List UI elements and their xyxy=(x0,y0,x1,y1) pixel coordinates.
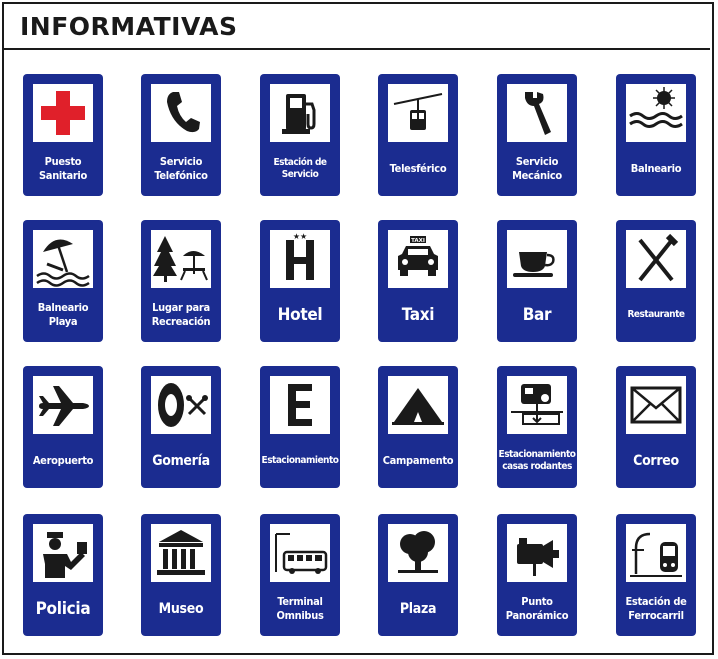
sign-label: Estación de Ferrocarril xyxy=(625,595,687,622)
sign-tree-table xyxy=(141,220,221,342)
sign-envelope xyxy=(616,366,696,488)
park-tree-icon xyxy=(388,524,448,582)
sign-label: Balneario Playa xyxy=(37,301,89,328)
sign-fuel-pump xyxy=(260,74,340,196)
sign-caravan xyxy=(497,366,577,488)
tent-icon xyxy=(388,376,448,434)
sign-hotel-h xyxy=(260,220,340,342)
sign-telephone xyxy=(141,74,221,196)
sign-label: Telesférico xyxy=(389,162,447,175)
wrench-icon xyxy=(507,84,567,142)
sign-parking-e xyxy=(260,366,340,488)
fork-knife-icon xyxy=(626,230,686,288)
sign-camera xyxy=(497,514,577,636)
sign-label: Campamento xyxy=(382,454,454,467)
sign-bus xyxy=(260,514,340,636)
header-bar xyxy=(2,2,710,50)
hotel-h-icon xyxy=(270,230,330,288)
sign-label: Punto Panorámico xyxy=(505,595,569,622)
sign-tire xyxy=(141,366,221,488)
chart-frame xyxy=(2,2,714,655)
sign-train xyxy=(616,514,696,636)
sign-label: Bar xyxy=(522,305,552,325)
tire-icon xyxy=(151,376,211,434)
taxi-icon xyxy=(388,230,448,288)
bus-icon xyxy=(270,524,330,582)
sign-label: Estacionamiento casas rodantes xyxy=(498,449,576,472)
sign-label: Lugar para Recreación xyxy=(151,301,211,328)
sign-label: Balneario xyxy=(630,162,682,175)
sign-airplane xyxy=(23,366,103,488)
airplane-icon xyxy=(33,376,93,434)
sign-label: Servicio Mecánico xyxy=(512,155,562,182)
beach-umbrella-icon xyxy=(33,230,93,288)
coffee-cup-icon xyxy=(507,230,567,288)
sign-wrench xyxy=(497,74,577,196)
sign-label: Gomería xyxy=(152,453,210,469)
sign-sun-waves xyxy=(616,74,696,196)
sign-museum xyxy=(141,514,221,636)
sign-coffee-cup xyxy=(497,220,577,342)
page-title: INFORMATIVAS xyxy=(20,12,238,41)
svg-text:TAXI: TAXI xyxy=(411,238,425,244)
sign-cable-car xyxy=(378,74,458,196)
sign-taxi xyxy=(378,220,458,342)
red-cross-icon xyxy=(33,84,93,142)
camera-icon xyxy=(507,524,567,582)
tree-table-icon xyxy=(151,230,211,288)
train-icon xyxy=(626,524,686,582)
sign-police-officer xyxy=(23,514,103,636)
cable-car-icon xyxy=(388,84,448,142)
sign-label: Terminal Omnibus xyxy=(276,595,324,622)
parking-e-icon xyxy=(270,376,330,434)
sign-label: Estación de Servicio xyxy=(273,157,327,180)
sign-label: Plaza xyxy=(399,601,437,617)
sun-waves-icon xyxy=(626,84,686,142)
sign-fork-knife xyxy=(616,220,696,342)
sign-red-cross xyxy=(23,74,103,196)
sign-label: Estacionamiento xyxy=(261,455,339,466)
sign-label: Servicio Telefónico xyxy=(154,155,208,182)
sign-label: Taxi xyxy=(401,305,435,325)
sign-label: Hotel xyxy=(277,305,323,325)
museum-icon xyxy=(151,524,211,582)
sign-label: Policia xyxy=(35,599,91,619)
sign-tent xyxy=(378,366,458,488)
caravan-icon xyxy=(507,376,567,434)
sign-label: Correo xyxy=(633,453,679,469)
sign-label: Museo xyxy=(158,601,204,617)
sign-label: Puesto Sanitario xyxy=(38,155,88,182)
sign-beach-umbrella xyxy=(23,220,103,342)
envelope-icon xyxy=(626,376,686,434)
sign-label: Restaurante xyxy=(627,309,685,320)
police-officer-icon xyxy=(33,524,93,582)
sign-park-tree xyxy=(378,514,458,636)
sign-label: Aeropuerto xyxy=(32,454,94,467)
fuel-pump-icon xyxy=(270,84,330,142)
svg-text:★★: ★★ xyxy=(292,232,308,241)
telephone-icon xyxy=(151,84,211,142)
